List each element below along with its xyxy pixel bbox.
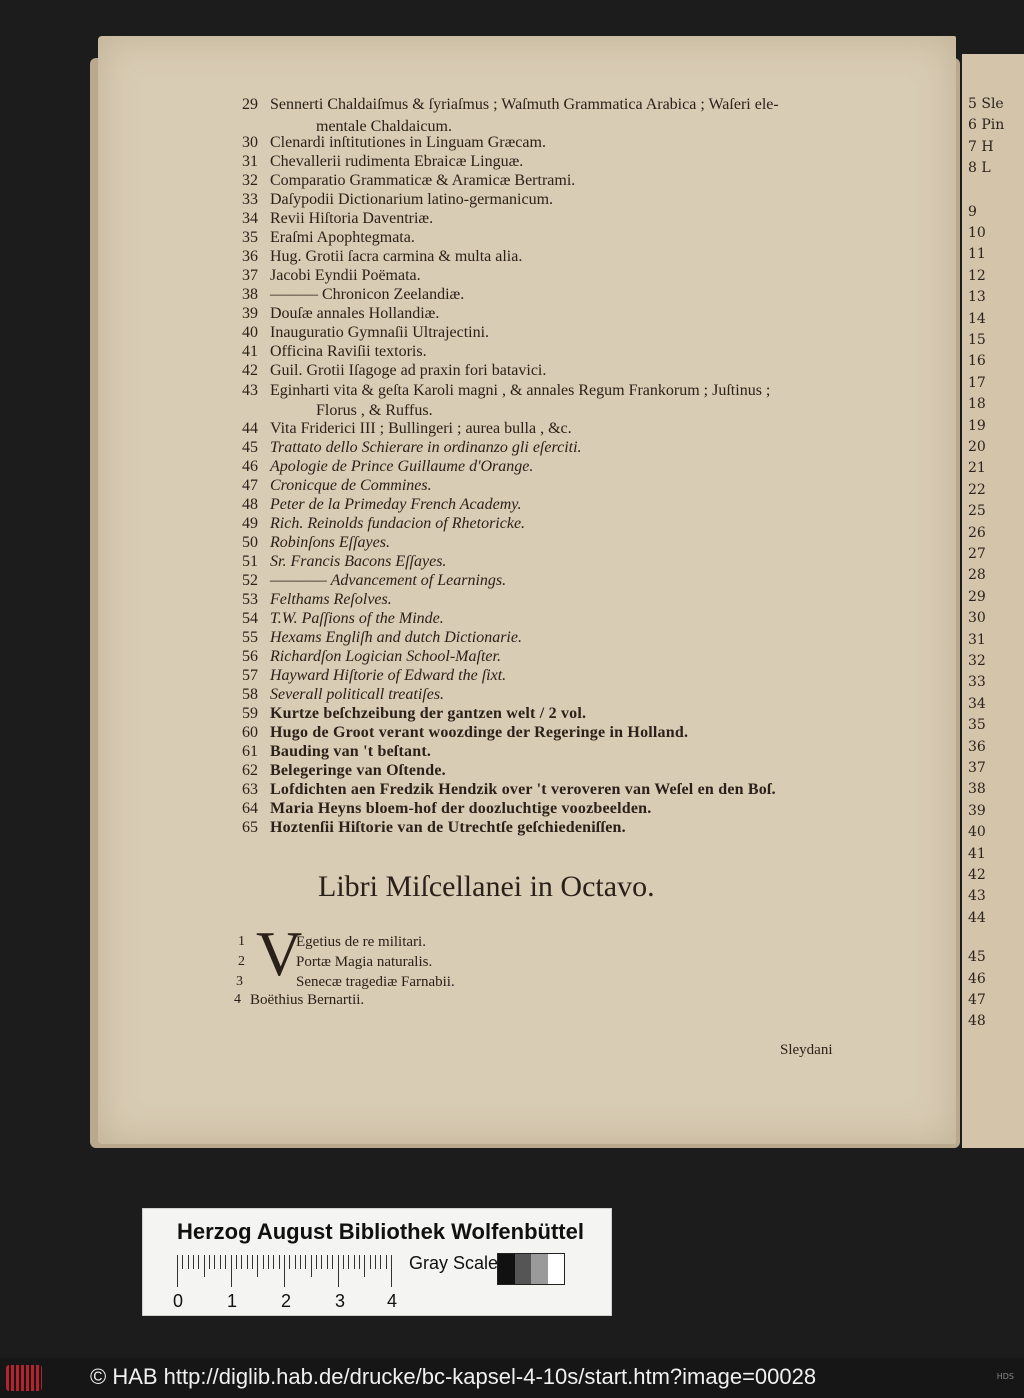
ruler-tick [391, 1255, 392, 1287]
gray-scale-label: Gray Scale [409, 1253, 499, 1273]
entry-title: Inauguratio Gymnaſii Ultrajectini. [270, 324, 490, 341]
entry-number: 34 [242, 210, 258, 227]
facing-page-number: 6 Pin [968, 117, 1005, 134]
entry-title: Eginharti vita & geſta Karoli magni , & annales Regum Frankorum ; Juſtinus ; [270, 382, 771, 399]
facing-page-number: 16 [968, 353, 986, 370]
ruler-tick [295, 1255, 296, 1269]
hab-logo-icon [6, 1365, 42, 1391]
ruler-tick [327, 1255, 328, 1269]
entry-title: Hexams Engliſh and dutch Dictionarie. [270, 629, 522, 646]
octavo-entry: Senecæ tragediæ Farnabii. [296, 974, 455, 990]
ruler-tick [209, 1255, 210, 1269]
facing-page-number: 40 [968, 824, 986, 841]
ruler-number: 0 [173, 1291, 184, 1311]
list-item [242, 210, 433, 228]
entry-number: 53 [242, 591, 258, 608]
entry-number: 54 [242, 610, 258, 627]
entry-title: Trattato dello Schierare in ordinanzo gli eſerciti. [270, 439, 582, 456]
entry-title: Hoztenſii Hiſtorie van de Utrechtſe geſchiedeniſſen. [270, 819, 626, 836]
copyright-url: © HAB http://diglib.hab.de/drucke/bc-kapsel-4-10s/start.htm?image=00028 [90, 1364, 817, 1389]
ruler-number: 1 [227, 1291, 238, 1311]
facing-page-number: 20 [968, 439, 986, 455]
facing-page-number: 42 [968, 867, 986, 883]
entry-number: 44 [242, 420, 258, 437]
entry-title: Eraſmi Apophtegmata. [270, 229, 415, 246]
facing-page-number: 5 Sle [968, 96, 1004, 112]
list-item [242, 229, 415, 247]
ruler-tick [311, 1255, 312, 1277]
ruler-tick [305, 1255, 306, 1269]
ruler-tick [359, 1255, 360, 1269]
entry-title: Hugo de Groot verant woozdinge der Regeringe in Holland. [270, 724, 689, 741]
list-item [242, 324, 489, 342]
list-item [242, 477, 432, 495]
ruler-tick [177, 1255, 178, 1287]
facing-page-number: 11 [968, 246, 986, 263]
list-item [242, 572, 506, 590]
entry-title: Revii Hiſtoria Daventriæ. [270, 210, 434, 227]
ruler-tick [241, 1255, 242, 1269]
ruler-tick [252, 1255, 253, 1269]
list-item [242, 362, 546, 380]
ruler-tick [225, 1255, 226, 1269]
entry-number: 51 [242, 553, 258, 570]
facing-page-number: 25 [968, 503, 986, 520]
entry-title: Rich. Reinolds fundacion of Rhetoricke. [270, 515, 526, 532]
entry-number: 40 [242, 324, 258, 341]
ruler-tick [214, 1255, 215, 1269]
list-item [242, 610, 444, 628]
entry-title: Severall politicall treatiſes. [270, 686, 445, 703]
entry-title: Cronicque de Commines. [270, 477, 432, 494]
entry-title: Hug. Grotii ſacra carmina & multa alia. [270, 248, 523, 265]
facing-page-number: 32 [968, 653, 986, 669]
ruler-tick [273, 1255, 274, 1269]
ruler-tick [386, 1255, 387, 1269]
entry-number: 56 [242, 648, 258, 665]
list-item [242, 305, 439, 323]
facing-page-number: 22 [968, 481, 986, 498]
entry-number: 52 [242, 572, 258, 589]
entry-title: ——— Chronicon Zeelandiæ. [270, 286, 465, 303]
entry-number: 30 [242, 134, 258, 151]
entry-number: 29 [242, 96, 258, 113]
list-item [242, 382, 770, 400]
entry-number: 55 [242, 629, 258, 646]
facing-page-number: 14 [968, 310, 986, 327]
facing-page-number: 27 [968, 546, 986, 562]
octavo-entry: Egetius de re militari. [296, 934, 426, 950]
entry-number: 33 [242, 191, 258, 208]
entry-title: Officina Raviſii textoris. [270, 343, 427, 360]
entry-title: Felthams Reſolves. [270, 591, 392, 608]
library-name: Herzog August Bibliothek Wolfenbüttel [177, 1219, 584, 1244]
octavo-number: 1 [238, 934, 245, 949]
gray-swatch [548, 1254, 565, 1284]
ruler-tick [279, 1255, 280, 1269]
ruler-tick [284, 1255, 285, 1287]
facing-page-number: 33 [968, 674, 986, 691]
list-item [242, 458, 533, 476]
entry-number: 39 [242, 305, 258, 322]
ruler-tick [289, 1255, 290, 1269]
entry-title: Peter de la Primeday French Academy. [270, 496, 522, 513]
list-item [242, 515, 525, 533]
facing-page-number: 28 [968, 567, 986, 584]
entry-title: Guil. Grotii Iſagoge ad praxin fori batavici. [270, 362, 547, 379]
facing-page-number: 8 L [968, 160, 991, 177]
octavo-number: 3 [236, 974, 243, 989]
ruler-tick [348, 1255, 349, 1269]
facing-page-number: 18 [968, 396, 986, 413]
entry-number: 48 [242, 496, 258, 513]
list-item [242, 534, 390, 552]
entry-title: Richardſon Logician School-Maſter. [270, 648, 501, 665]
entry-title: Bauding van 't beſtant. [270, 743, 432, 760]
list-item [242, 667, 506, 685]
gray-swatch [515, 1254, 532, 1284]
facing-page-number: 39 [968, 802, 986, 819]
ruler-tick [300, 1255, 301, 1269]
ruler-tick [193, 1255, 194, 1269]
entry-title: Apologie de Prince Guillaume d'Orange. [270, 458, 534, 475]
entry-number: 43 [242, 382, 258, 399]
ruler [177, 1255, 391, 1289]
facing-page-number: 7 H [968, 138, 994, 155]
entry-title: Daſypodii Dictionarium latino-germanicum. [270, 191, 554, 208]
facing-page-number: 12 [968, 267, 986, 284]
list-item [242, 819, 626, 837]
footer-bar [0, 1358, 1024, 1398]
facing-page-number: 36 [968, 738, 986, 755]
facing-page-number: 38 [968, 781, 986, 798]
facing-page-number: 10 [968, 225, 986, 241]
list-item [242, 553, 446, 571]
section-heading: Libri Miſcellanei in Octavo. [318, 870, 655, 903]
facing-page-number: 21 [968, 460, 986, 477]
facing-page-number: 47 [968, 992, 986, 1008]
ruler-tick [198, 1255, 199, 1269]
octavo-entry: Portæ Magia naturalis. [296, 954, 433, 970]
ruler-tick [247, 1255, 248, 1269]
footer-corner-mark: HDS [996, 1372, 1014, 1381]
entry-title: ———— Advancement of Learnings. [270, 572, 507, 589]
list-item [242, 439, 582, 457]
entry-title: Robinſons Eſſayes. [270, 534, 390, 551]
list-item [242, 591, 392, 609]
facing-page-number: 43 [968, 888, 986, 905]
list-item [242, 705, 586, 723]
entry-title: T.W. Paſſions of the Minde. [270, 610, 444, 627]
list-item [242, 134, 546, 152]
ruler-tick [316, 1255, 317, 1269]
octavo-entry: Boëthius Bernartii. [250, 992, 365, 1008]
ruler-tick [220, 1255, 221, 1269]
facing-page-number: 37 [968, 760, 986, 776]
facing-page-number: 34 [968, 695, 986, 712]
ruler-tick [321, 1255, 322, 1269]
ruler-tick [182, 1255, 183, 1269]
ruler-tick [364, 1255, 365, 1277]
ruler-tick [257, 1255, 258, 1277]
list-item [242, 191, 553, 209]
entry-number: 31 [242, 153, 258, 170]
facing-page-number: 26 [968, 524, 986, 541]
entry-number: 57 [242, 667, 258, 684]
ruler-tick [188, 1255, 189, 1269]
ruler-tick [370, 1255, 371, 1269]
list-item [242, 267, 421, 285]
entry-title: Sr. Francis Bacons Eſſayes. [270, 553, 447, 570]
ruler-tick [338, 1255, 339, 1287]
gray-swatch [498, 1254, 515, 1284]
list-item [242, 781, 776, 799]
entry-number: 38 [242, 286, 258, 303]
entry-number: 36 [242, 248, 258, 265]
facing-page-number: 9 [968, 203, 977, 220]
list-item [242, 343, 427, 361]
entry-title: Comparatio Grammaticæ & Aramicæ Bertrami. [270, 172, 576, 189]
facing-page-number: 29 [968, 588, 986, 605]
list-item [242, 248, 522, 266]
gray-scale-swatches [497, 1253, 565, 1285]
facing-page-number: 19 [968, 417, 986, 434]
entry-number: 62 [242, 762, 258, 779]
entry-number: 63 [242, 781, 258, 798]
ruler-tick [332, 1255, 333, 1269]
ruler-tick [380, 1255, 381, 1269]
entry-title: Chevallerii rudimenta Ebraicæ Linguæ. [270, 153, 524, 170]
entry-continuation: mentale Chaldaicum. [316, 118, 452, 135]
drop-cap: V [256, 918, 303, 989]
entry-title: Jacobi Eyndii Poëmata. [270, 267, 421, 284]
facing-page-number: 44 [968, 909, 986, 926]
list-item [242, 629, 522, 647]
facing-page-number: 35 [968, 717, 986, 734]
ruler-tick [204, 1255, 205, 1277]
ruler-tick [375, 1255, 376, 1269]
color-reference-bar [142, 1208, 612, 1316]
entry-continuation: Florus , & Ruffus. [316, 402, 433, 419]
entry-title: Vita Friderici III ; Bullingeri ; aurea bulla , &c. [270, 420, 572, 437]
entry-number: 50 [242, 534, 258, 551]
list-item [242, 686, 444, 704]
facing-page-number: 15 [968, 332, 986, 348]
ruler-tick [236, 1255, 237, 1269]
octavo-number: 2 [238, 954, 245, 969]
entry-number: 65 [242, 819, 258, 836]
list-item [242, 172, 575, 190]
ruler-number: 4 [387, 1291, 398, 1311]
gray-swatch [531, 1254, 548, 1284]
entry-number: 59 [242, 705, 258, 722]
facing-page-number: 45 [968, 949, 986, 966]
entry-number: 45 [242, 439, 258, 456]
facing-page-number: 13 [968, 289, 986, 306]
entry-title: Maria Heyns bloem-hof der doozluchtige voozbeelden. [270, 800, 652, 817]
list-item [242, 286, 464, 304]
entry-number: 41 [242, 343, 258, 360]
entry-number: 46 [242, 458, 258, 475]
ruler-tick [354, 1255, 355, 1269]
list-item [242, 743, 431, 761]
facing-page-number: 48 [968, 1013, 986, 1030]
ruler-number: 2 [281, 1291, 292, 1311]
entry-number: 61 [242, 743, 258, 760]
entry-number: 42 [242, 362, 258, 379]
list-item [242, 724, 688, 742]
facing-page-number: 46 [968, 970, 986, 987]
list-item [242, 496, 521, 514]
list-item [242, 800, 651, 818]
ruler-tick [263, 1255, 264, 1269]
facing-page-number: 31 [968, 631, 986, 648]
entry-title: Sennerti Chaldaiſmus & ſyriaſmus ; Waſmuth Grammatica Arabica ; Waſeri ele- [270, 96, 779, 113]
list-item [242, 420, 572, 438]
facing-page [962, 54, 1024, 1148]
entry-title: Belegeringe van Oſtende. [270, 762, 446, 779]
catchword: Sleydani [780, 1042, 833, 1058]
list-item [242, 153, 523, 171]
list-item [242, 762, 446, 780]
ruler-tick [268, 1255, 269, 1269]
entry-title: Kurtze beſchzeibung der gantzen welt / 2 vol. [270, 705, 587, 722]
entry-number: 47 [242, 477, 258, 494]
entry-number: 49 [242, 515, 258, 532]
entry-title: Hayward Hiſtorie of Edward the ſixt. [270, 667, 507, 684]
entry-number: 35 [242, 229, 258, 246]
facing-page-number: 41 [968, 845, 986, 862]
facing-page-number: 17 [968, 374, 986, 391]
entry-number: 60 [242, 724, 258, 741]
ruler-number: 3 [335, 1291, 346, 1311]
entry-title: Clenardi inſtitutiones in Linguam Græcam. [270, 134, 546, 151]
octavo-number: 4 [234, 992, 241, 1007]
entry-number: 58 [242, 686, 258, 703]
list-item [242, 648, 501, 666]
ruler-tick [231, 1255, 232, 1287]
ruler-tick [343, 1255, 344, 1269]
entry-number: 37 [242, 267, 258, 284]
entry-title: Douſæ annales Hollandiæ. [270, 305, 440, 322]
facing-page-number: 30 [968, 610, 986, 627]
entry-number: 32 [242, 172, 258, 189]
entry-number: 64 [242, 800, 258, 817]
list-item [242, 96, 779, 114]
entry-title: Lofdichten aen Fredzik Hendzik over 't veroveren van Weſel en den Boſ. [270, 781, 776, 798]
